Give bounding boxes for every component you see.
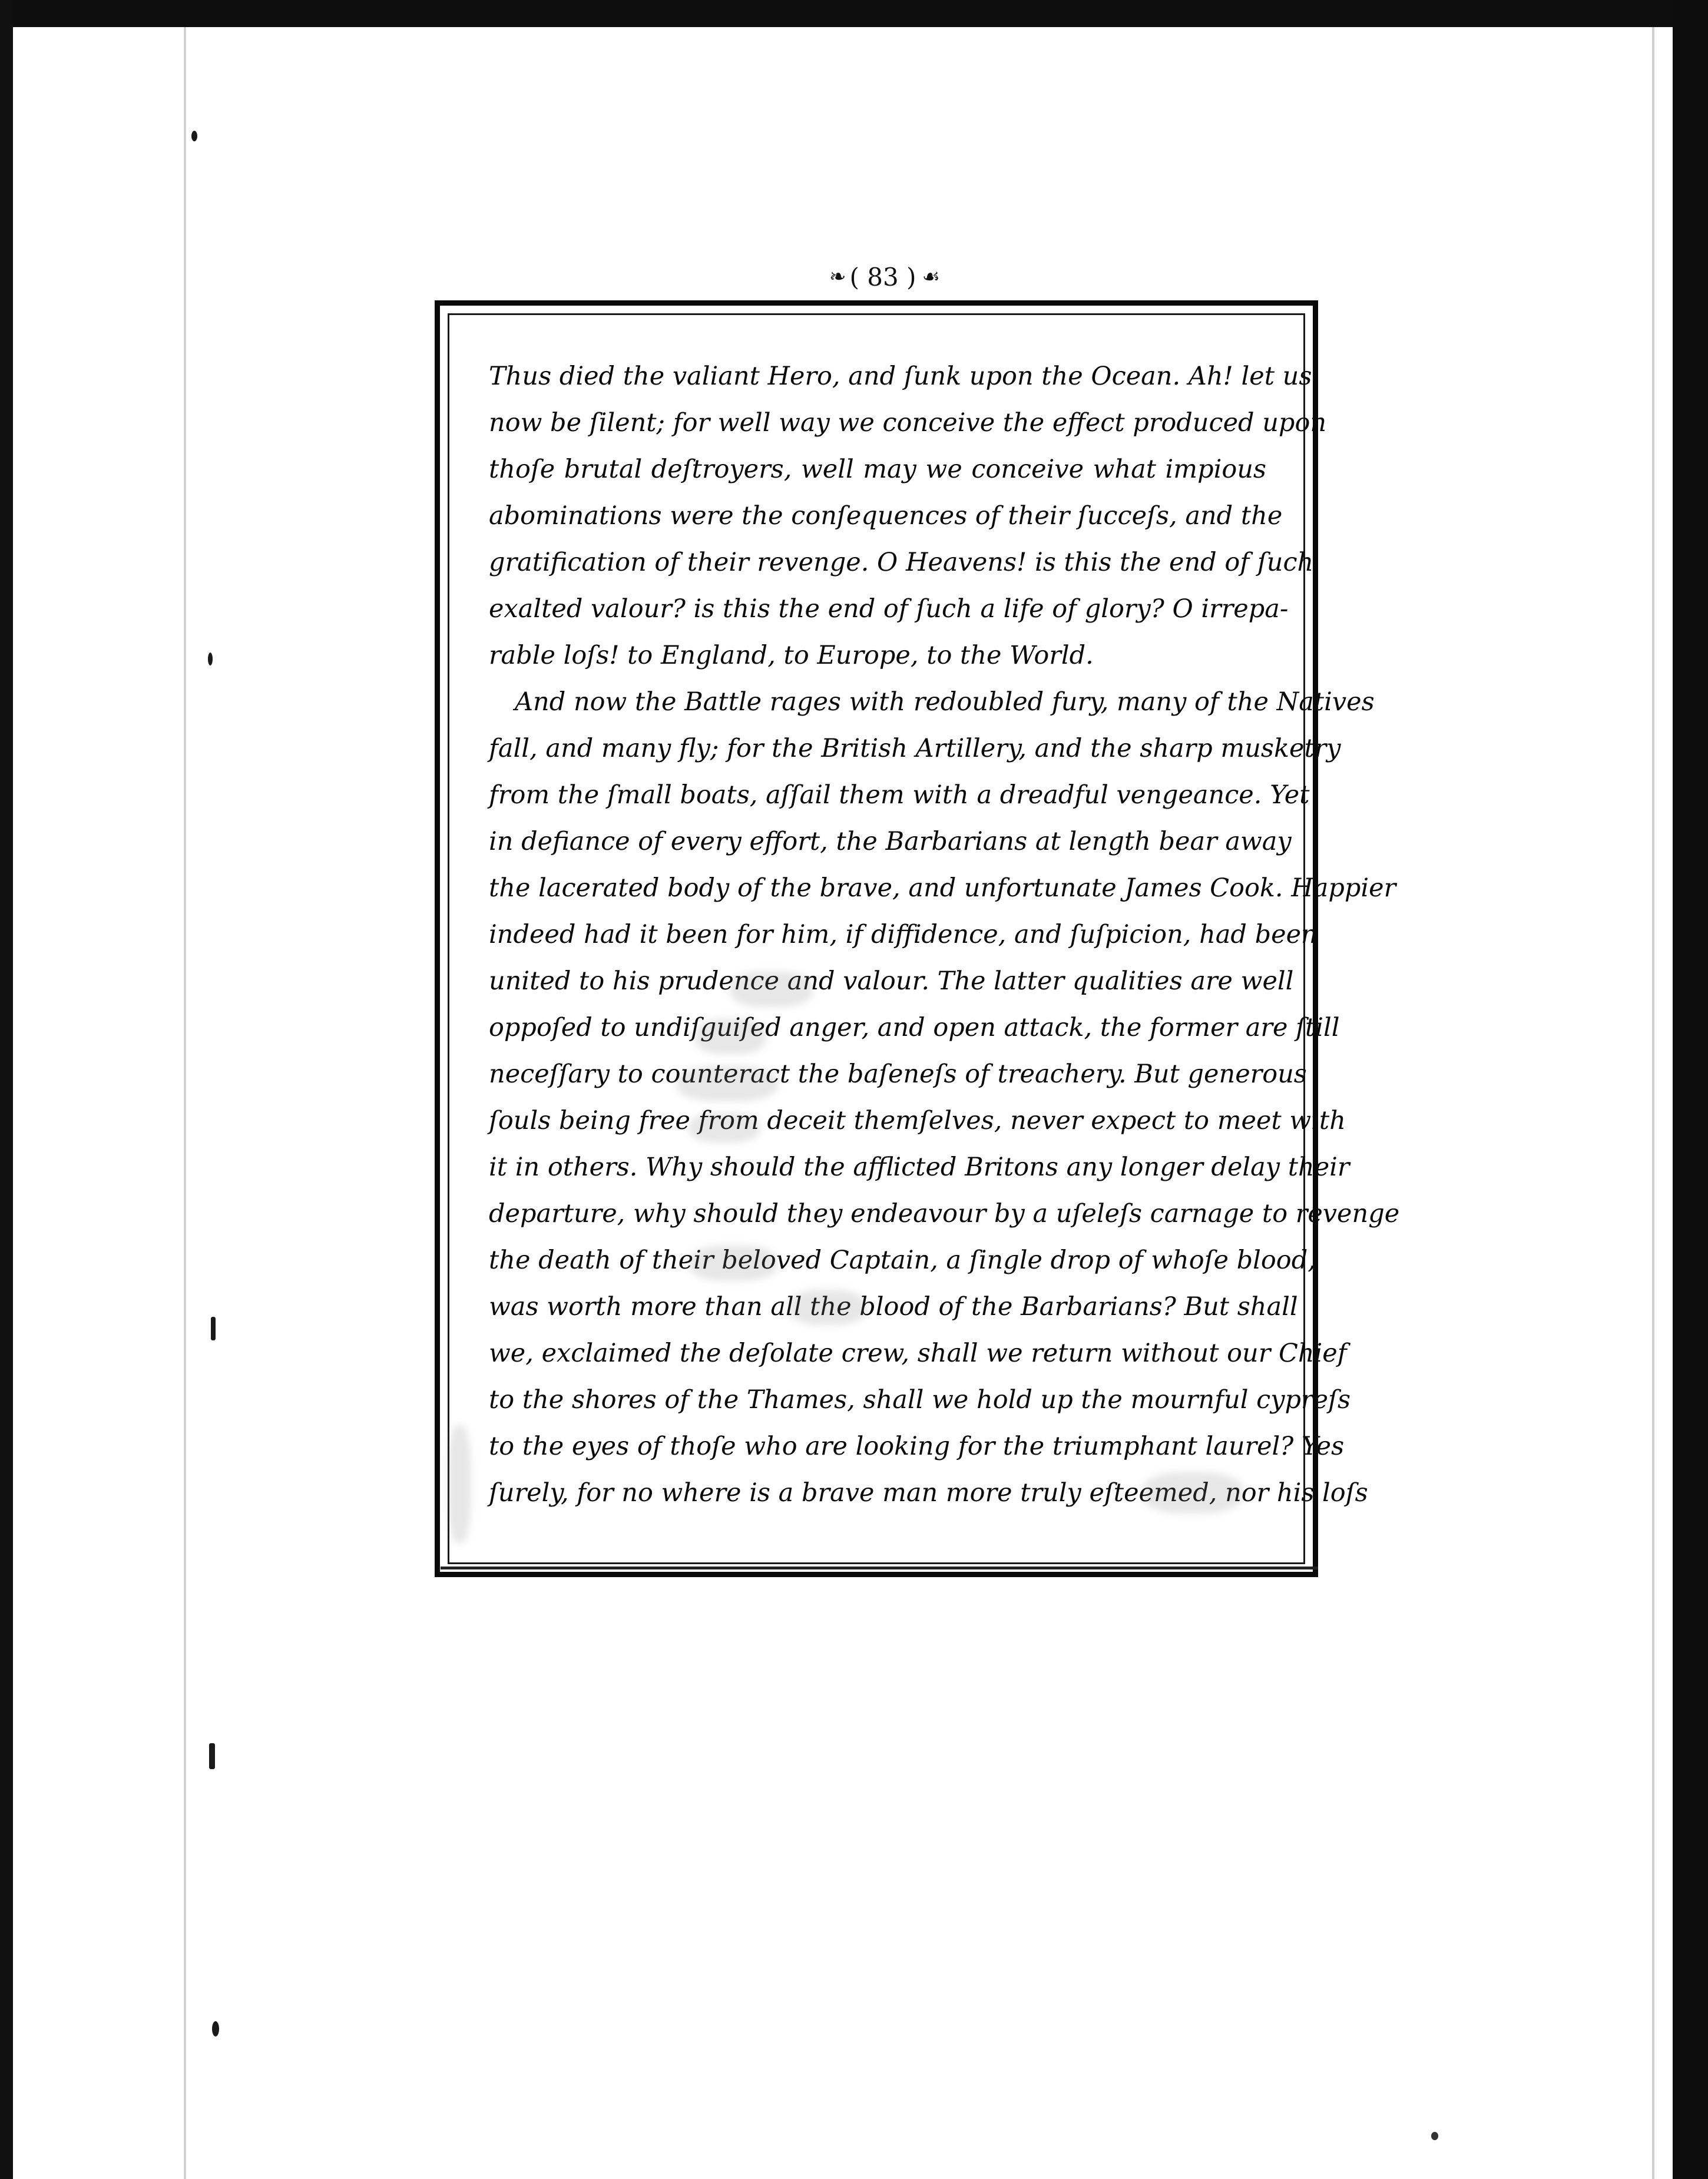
text-line: from the ſmall boats, aſſail them with a dreadful vengeance. Yet bbox=[489, 780, 1310, 810]
text-line: to the eyes of thoſe who are looking for the triumphant laurel? Yes bbox=[489, 1432, 1345, 1461]
text-line: departure, why should they endeavour by a uſeleſs carnage to revenge bbox=[489, 1199, 1400, 1228]
text-line: oppoſed to undiſguiſed anger, and open attack, the former are ſtill bbox=[489, 1013, 1340, 1042]
text-line: indeed had it been for him, if diffidence, and ſuſpicion, had been bbox=[489, 920, 1318, 949]
ink-smudge bbox=[689, 1246, 777, 1281]
page-edge bbox=[1652, 27, 1654, 2179]
frame-bottom-rule bbox=[441, 1567, 1318, 1569]
ink-smudge bbox=[695, 1019, 766, 1054]
text-line: rable loſs! to England, to Europe, to the World. bbox=[489, 641, 1094, 670]
text-line: thoſe brutal deſtroyers, well may we conceive what impious bbox=[489, 455, 1266, 484]
text-line: ſurely, for no where is a brave man more truly eſteemed, nor his loſs bbox=[489, 1478, 1368, 1508]
text-line: was worth more than all the blood of the Barbarians? But shall bbox=[489, 1292, 1298, 1322]
text-line: gratification of their revenge. O Heavens! is this the end of ſuch bbox=[489, 548, 1314, 577]
text-line: we, exclaimed the deſolate crew, shall we return without our Chief bbox=[489, 1339, 1347, 1368]
page-header bbox=[783, 259, 984, 294]
text-line: in defiance of every effort, the Barbarians at length bear away bbox=[489, 827, 1292, 856]
binding-mark bbox=[191, 131, 197, 141]
ink-smudge bbox=[730, 972, 813, 1007]
right-fleuron-icon: ☙ bbox=[922, 265, 938, 289]
body-text bbox=[489, 353, 1400, 1516]
paper-speck bbox=[1431, 2132, 1438, 2140]
binding-mark bbox=[209, 1743, 215, 1769]
text-line: neceſſary to counteract the baſeneſs of treachery. But generous bbox=[489, 1059, 1307, 1089]
scan-border-right bbox=[1673, 0, 1708, 2179]
text-line: it in others. Why should the afflicted Britons any longer delay their bbox=[489, 1153, 1350, 1182]
text-line: united to his prudence and valour. The latter qualities are well bbox=[489, 966, 1294, 996]
ink-smudge bbox=[448, 1425, 471, 1543]
left-fleuron-icon: ❧ bbox=[829, 265, 844, 289]
page-number: ( 83 ) bbox=[849, 262, 916, 292]
binding-fold bbox=[184, 27, 186, 2179]
text-line: Thus died the valiant Hero, and ſunk upon the Ocean. Ah! let us bbox=[489, 362, 1312, 391]
text-line: exalted valour? is this the end of ſuch a life of glory? O irrepa- bbox=[489, 594, 1289, 624]
binding-mark bbox=[211, 1317, 216, 1340]
text-line: ſouls being free from deceit themſelves, never expect to meet with bbox=[489, 1106, 1346, 1135]
text-line: And now the Battle rages with redoubled fury, many of the Natives bbox=[515, 687, 1375, 717]
text-line: now be ſilent; for well way we conceive the effect produced upon bbox=[489, 408, 1327, 438]
scan-border-top bbox=[0, 0, 1708, 27]
ink-smudge bbox=[677, 1066, 777, 1101]
text-line: the lacerated body of the brave, and unfortunate James Cook. Happier bbox=[489, 873, 1396, 903]
binding-mark bbox=[208, 653, 213, 665]
text-line: the death of their beloved Captain, a ſingle drop of whoſe blood, bbox=[489, 1246, 1316, 1275]
ink-smudge bbox=[1143, 1472, 1243, 1514]
ink-smudge bbox=[689, 1113, 760, 1143]
binding-mark bbox=[212, 2021, 219, 2036]
ink-smudge bbox=[789, 1290, 866, 1325]
scan-border-left bbox=[0, 0, 13, 2179]
text-line: abominations were the conſequences of their ſucceſs, and the bbox=[489, 501, 1283, 531]
text-line: fall, and many fly; for the British Artillery, and the sharp musketry bbox=[489, 734, 1341, 763]
text-line: to the shores of the Thames, shall we hold up the mournful cypreſs bbox=[489, 1385, 1351, 1415]
